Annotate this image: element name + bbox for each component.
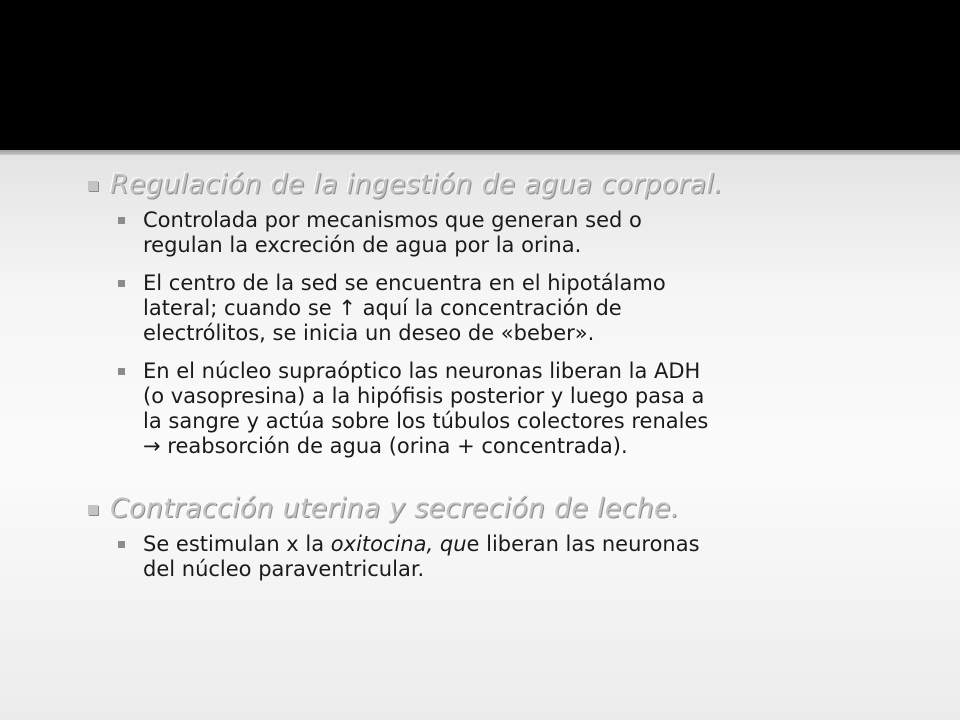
right-arrow-icon: →	[143, 434, 161, 458]
square-bullet-icon	[118, 280, 125, 287]
list-item	[118, 208, 918, 258]
section-heading-text: Contracción uterina y secreción de leche.	[110, 493, 680, 524]
slide-content	[88, 168, 918, 595]
list-item-text-part: e liberan las neuronas	[466, 532, 700, 556]
section-heading-text: Regulación de la ingestión de agua corporal.	[110, 169, 723, 200]
square-bullet-icon	[118, 541, 125, 548]
list-item-text-line: regulan la excreción de agua por la orina.	[143, 233, 582, 257]
list-item	[118, 359, 918, 459]
square-bullet-icon	[88, 181, 98, 191]
list-item-text-line: lateral; cuando se ↑ aquí la concentración de	[143, 296, 622, 320]
list-item	[118, 271, 918, 346]
section-heading-uterine-contraction	[88, 492, 918, 526]
list-item-text-line: la sangre y actúa sobre los túbulos colectores renales	[143, 409, 709, 433]
list-item-text-line: (o vasopresina) a la hipófisis posterior y luego pasa a	[143, 384, 705, 408]
list-item-text-line: Controlada por mecanismos que generan sed o	[143, 208, 642, 232]
list-item-text-line: reabsorción de agua (orina + concentrada).	[160, 434, 628, 458]
sublist-uterine-contraction	[88, 532, 918, 582]
square-bullet-icon	[118, 368, 125, 375]
title-band	[0, 0, 960, 150]
list-item-text-line: En el núcleo supraóptico las neuronas liberan la ADH	[143, 359, 701, 383]
sublist-water-regulation	[88, 208, 918, 459]
square-bullet-icon	[118, 217, 125, 224]
list-item-text-italic: oxitocina, qu	[330, 532, 467, 556]
list-item	[118, 532, 918, 582]
list-item-text-part: Se estimulan x la	[143, 532, 331, 556]
section-gap	[88, 472, 918, 492]
square-bullet-icon	[88, 505, 98, 515]
section-heading-water-regulation	[88, 168, 918, 202]
list-item-text-line: El centro de la sed se encuentra en el hipotálamo	[143, 271, 666, 295]
list-item-text-line: del núcleo paraventricular.	[143, 557, 425, 581]
list-item-text-line: electrólitos, se inicia un deseo de «beber».	[143, 321, 595, 345]
